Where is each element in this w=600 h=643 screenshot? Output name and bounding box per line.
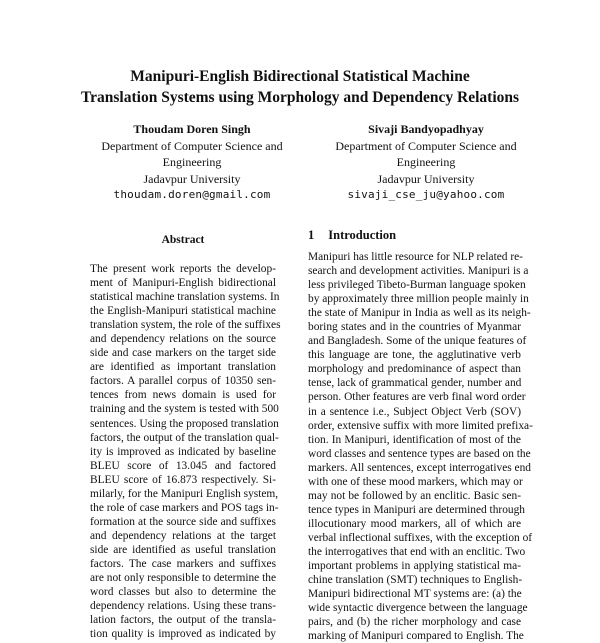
introduction-line: tense, lack of grammatical gender, number and (308, 377, 522, 390)
author-affiliation-line: Engineering (162, 155, 222, 169)
introduction-line: the state of Manipur in India as well as its neigh- (308, 307, 531, 320)
abstract-line: milarly, for the Manipuri English system, (90, 487, 279, 500)
abstract-line: and dependency relations on the source (90, 333, 276, 346)
abstract-line: BLEU score of 16.873 respectively. Si- (90, 473, 276, 486)
abstract-line: the English-Manipuri statistical machine (90, 305, 276, 318)
abstract-line: lation factors, the output of the transla- (90, 614, 276, 627)
abstract-line: side and case markers on the target side (90, 347, 276, 360)
abstract-line: ment of Manipuri-English bidirectional (90, 277, 276, 290)
author-affiliation-line: Department of Computer Science and (101, 138, 283, 153)
introduction-line: the interrogatives that end with an enclitic. Two (308, 545, 526, 558)
paper-title (60, 66, 540, 108)
author-affiliation-line: Jadavpur University (377, 171, 475, 186)
author-block-1 (82, 121, 302, 204)
introduction-line: boring states and in the countries of Myanmar (308, 321, 521, 334)
author-affiliation-line: Engineering (396, 155, 456, 169)
introduction-line: this language are tone, the agglutinative verb (308, 349, 521, 362)
introduction-body (308, 250, 533, 643)
title-line-2: Translation Systems using Morphology and Dependency Relations (80, 89, 520, 106)
abstract-line: and dependency relations at the target (90, 529, 276, 542)
introduction-line: important problems in applying statistical ma- (308, 560, 521, 573)
introduction-line: order, extensive suffix with more limited prefixa- (308, 419, 533, 432)
introduction-line: by approximately three million people mainly in (308, 293, 529, 306)
author-affiliation-line: Jadavpur University (143, 171, 241, 186)
introduction-line: search and development activities. Manipuri is a (308, 265, 529, 278)
introduction-line: word classes and sentence types are based on the (308, 447, 531, 460)
abstract-body (90, 262, 281, 641)
introduction-line: with one of these mood markers, which may or (308, 475, 523, 488)
introduction-line: tence types in Manipuri are determined through (308, 503, 525, 516)
abstract-heading: Abstract (161, 234, 205, 246)
author-email: sivaji_cse_ju@yahoo.com (347, 188, 505, 201)
abstract-line: side are identified as useful translation (90, 543, 276, 556)
introduction-line: chine translation (SMT) techniques to English- (308, 574, 523, 587)
introduction-line: markers. All sentences, except interrogatives end (308, 461, 531, 474)
abstract-line: are not only responsible to determine the (90, 572, 276, 585)
introduction-line: and Bangladesh. Some of the unique features of (308, 335, 527, 348)
author-affiliation-line: Department of Computer Science and (335, 138, 517, 153)
section-heading-introduction (308, 228, 396, 243)
introduction-line: wide syntactic divergence between the language (308, 602, 528, 615)
abstract-line: sentences. Using the proposed translation (90, 417, 279, 430)
abstract-line: statistical machine translation systems. In (90, 291, 280, 304)
introduction-line: Manipuri bidirectional MT systems are: (a) the (308, 588, 522, 601)
introduction-line: verbal inflectional suffixes, with the exception of (308, 531, 533, 544)
abstract-line: translation system, the role of the suffixes (90, 319, 281, 332)
abstract-line: factors. A parallel corpus of 10350 sen- (90, 375, 276, 388)
section-title: Introduction (328, 228, 397, 242)
introduction-line: tion. In Manipuri, identification of most of the (308, 433, 521, 446)
abstract-line: tion quality is improved as indicated by (90, 628, 276, 641)
introduction-line: illocutionary mood markers, all of which are (308, 517, 521, 530)
abstract-line: BLEU score of 13.045 and factored (90, 459, 276, 472)
introduction-line: may not be followed by an enclitic. Basic sen- (308, 489, 521, 502)
title-line-1: Manipuri-English Bidirectional Statistical Machine (130, 68, 470, 85)
introduction-line: pairs, and (b) the richer morphology and case (308, 616, 521, 629)
abstract-line: formation at the source side and suffixes (90, 515, 276, 528)
author-name: Thoudam Doren Singh (133, 122, 251, 136)
abstract-line: are identified as important translation (90, 361, 276, 374)
abstract-line: The present work reports the develop- (90, 263, 276, 275)
introduction-line: marking of Manipuri compared to English. The (308, 630, 524, 643)
author-block-2 (316, 121, 536, 204)
abstract-line: the role of case markers and POS tags in- (90, 501, 279, 514)
abstract-line: tences from news domain is used for (90, 389, 276, 402)
introduction-line: less privileged Tibeto-Burman language spoken (308, 279, 526, 292)
introduction-line: in a sentence i.e., Subject Object Verb (SOV) (308, 405, 521, 418)
abstract-line: factors, the output of the translation qual- (90, 431, 279, 444)
author-name: Sivaji Bandyopadhyay (368, 122, 484, 136)
abstract-line: word classes but also to determine the (90, 586, 276, 599)
section-number: 1 (308, 228, 315, 242)
author-email: thoudam.doren@gmail.com (113, 188, 271, 201)
abstract-line: dependency relations. Using these trans- (90, 600, 276, 613)
introduction-line: person. Other features are verb final word order (308, 391, 526, 404)
abstract-line: training and the system is tested with 500 (90, 403, 279, 416)
abstract-line: factors. The case markers and suffixes (90, 557, 276, 570)
abstract-line: ity is improved as indicated by baseline (90, 445, 276, 458)
introduction-line: Manipuri has little resource for NLP related re- (308, 251, 523, 263)
introduction-line: morphology and predominance of aspect than (308, 363, 521, 376)
